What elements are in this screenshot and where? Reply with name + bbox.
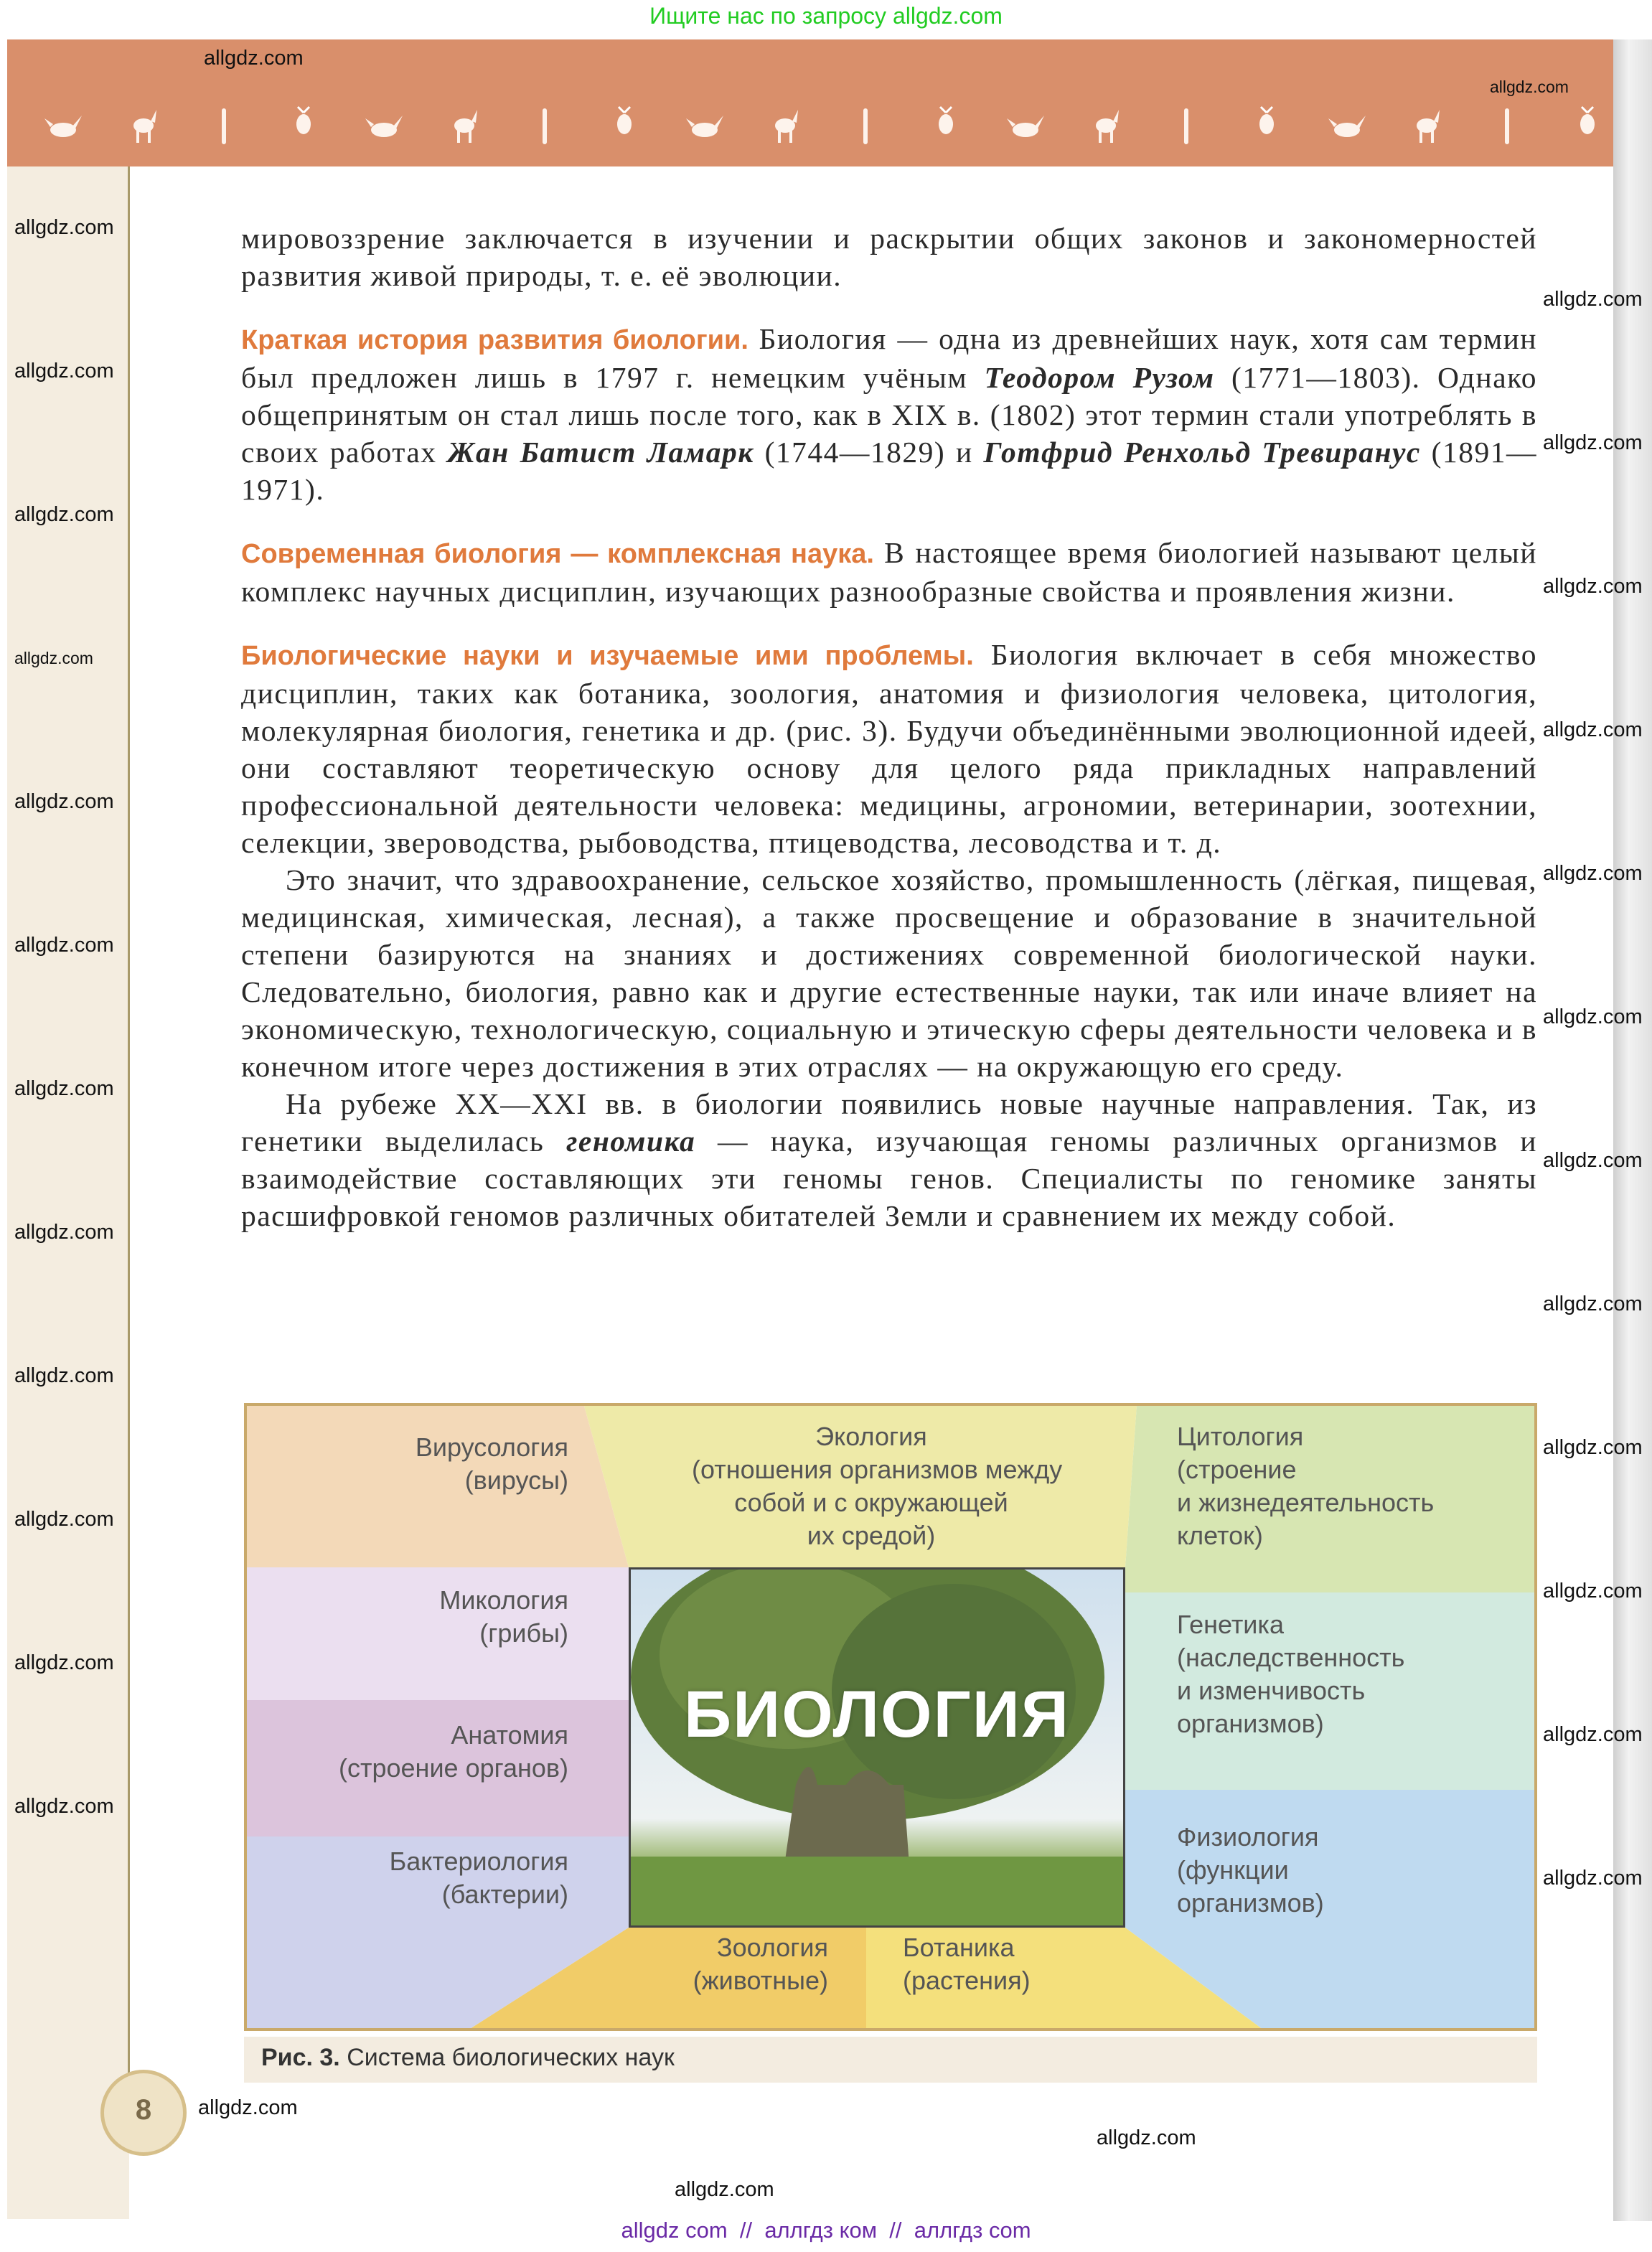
horse-icon	[845, 105, 886, 146]
top-search-banner: Ищите нас по запросу allgdz.com	[649, 3, 1003, 29]
text: (1771—1803). Однако общепринятым он стал лишь после того, как в XIX в. (1802) этот термин стали употреблять в своих работах	[241, 361, 1537, 469]
person-name: Готфрид Ренхольд Тревиранус	[983, 436, 1421, 469]
insect-icon	[1247, 105, 1287, 146]
label-anatomy: Анатомия (строение органов)	[339, 1720, 568, 1783]
watermark: allgdz.com	[14, 1795, 114, 1818]
watermark: allgdz.com	[14, 1077, 114, 1100]
watermark: allgdz.com	[675, 2178, 774, 2201]
page-edge	[1613, 39, 1652, 2221]
text: (1891—1971).	[241, 436, 1537, 506]
watermark: allgdz.com	[1543, 1149, 1643, 1172]
text: — наука, изучающая геномы различных организмов и взаимодействие составляющих эти геномы генов. Специалисты по геномике заняты расшифровкой геномов различных обитателей Земли и сравнением их между собой.	[241, 1125, 1537, 1232]
text: Биология включает в себя множество дисциплин, таких как ботаника, зоология, анатомия и физиология человека, цитология, молекулярная биология, генетика и др. (рис. 3). Будучи объединёнными эволюционной идеей, они составляют теоретическую основу для целого ряда прикладных направлений профессиональной деятельности человека: медицины, агрономии, ветеринарии, зоотехнии, селекции, звероводства, рыбоводства, птицеводства, лесоводства и т. д.	[241, 638, 1537, 859]
label-ecology: Экология (отношения организмов между собой и с окружающей их средой)	[692, 1422, 1063, 1550]
label-cytology: Цитология (строение и жизнедеятельность клеток)	[1177, 1422, 1435, 1550]
section-heading-modern: Современная биология — комплексная наука.	[241, 539, 874, 569]
watermark: allgdz.com	[14, 503, 114, 526]
ostrich-icon	[444, 105, 484, 146]
footer-links: allgdz com // аллгдз ком // аллгдз com	[621, 2218, 1031, 2243]
meerkat-icon	[204, 105, 244, 146]
person-name: Теодором Рузом	[984, 361, 1215, 394]
watermark: allgdz.com	[14, 934, 114, 957]
label-genetics: Генетика (наследственность и изменчивость организмов)	[1177, 1610, 1405, 1738]
label-bacteriology: Бактериология (бактерии)	[389, 1847, 568, 1909]
watermark: allgdz.com	[1543, 431, 1643, 454]
paragraph-intro: мировоззрение заключается в изучении и раскрытии общих законов и закономерностей развития живой природы, т. е. её эволюции.	[241, 222, 1537, 292]
text: Биология — одна из древнейших наук, хотя сам термин был предложен лишь в 1797 г. немецким учёным	[241, 322, 1537, 394]
scorpion-icon	[765, 105, 805, 146]
watermark: allgdz.com	[1543, 1292, 1643, 1315]
label-zoology: Зоология (животные)	[693, 1933, 828, 1995]
watermark: allgdz.com	[14, 216, 114, 239]
paragraph-genomics	[241, 1085, 1537, 1234]
paragraph-history	[241, 320, 1537, 508]
meerkat-icon	[1166, 105, 1206, 146]
watermark: allgdz.com	[1543, 1580, 1643, 1603]
body-text	[241, 220, 1537, 1234]
watermark: allgdz.com	[1490, 78, 1569, 96]
watermark: allgdz.com	[1543, 1005, 1643, 1028]
bird-icon	[43, 105, 83, 146]
watermark: allgdz.com	[1543, 1867, 1643, 1890]
baobab-tree-photo	[629, 1567, 1125, 1928]
watermark: allgdz.com	[14, 649, 93, 667]
person-name: Жан Батист Ламарк	[447, 436, 754, 469]
label-virology: Вирусология (вирусы)	[415, 1432, 568, 1495]
watermark: allgdz.com	[14, 1508, 114, 1531]
term-genomics: геномика	[566, 1125, 696, 1158]
watermark: allgdz.com	[14, 1651, 114, 1674]
watermark: allgdz.com	[1543, 288, 1643, 311]
bird-icon	[1005, 105, 1046, 146]
deer-icon	[1086, 105, 1126, 146]
text: На рубеже XX—XXI вв. в биологии появились новые научные направления. Так, из генетики выделилась	[241, 1087, 1537, 1158]
region-mycology	[247, 1567, 629, 1700]
insect-icon	[283, 105, 324, 146]
boar-icon	[1327, 105, 1367, 146]
paragraph-sciences	[241, 636, 1537, 861]
watermark: allgdz.com	[14, 360, 114, 383]
watermark: allgdz.com	[1543, 575, 1643, 598]
label-botany: Ботаника (растения)	[903, 1933, 1031, 1995]
watermark: allgdz.com	[1543, 718, 1643, 741]
figure-title: БИОЛОГИЯ	[683, 1678, 1071, 1751]
watermark: allgdz.com	[198, 2096, 298, 2119]
watermark: allgdz.com	[14, 1364, 114, 1387]
watermark: allgdz.com	[1543, 1436, 1643, 1459]
text: В настоящее время биологией называют целый комплекс научных дисциплин, изучающих разнообразные свойства и проявления жизни.	[241, 536, 1537, 608]
swallow-icon	[926, 105, 966, 146]
watermark: allgdz.com	[1543, 1723, 1643, 1746]
watermark: allgdz.com	[1543, 862, 1643, 885]
boar-icon	[364, 105, 404, 146]
deer-icon	[123, 105, 164, 146]
bison-icon	[685, 105, 725, 146]
label-mycology: Микология (грибы)	[439, 1585, 568, 1648]
watermark: allgdz.com	[14, 1221, 114, 1244]
animal-silhouettes-row	[43, 100, 1608, 151]
section-heading-sciences: Биологические науки и изучаемые ими проблемы.	[241, 641, 974, 671]
butterfly-icon	[1567, 105, 1608, 146]
hare-icon	[1487, 105, 1527, 146]
label-physiology: Физиология (функции организмов)	[1177, 1822, 1324, 1918]
watermark: allgdz.com	[204, 47, 304, 70]
watermark: allgdz.com	[14, 790, 114, 813]
paragraph-significance: Это значит, что здравоохранение, сельское хозяйство, промышленность (лёгкая, пищевая, медицинская, химическая, лесная), а также просвещение и образование в значительной степени базируются на знаниях и достижениях современной биологической науки. Следовательно, биология, равно как и другие естественные науки, так или иначе влияет на экономическую, технологическую, социальную и этическую сферы деятельности человека и в конечном итоге через достижения в этих отраслях — на окружающую его среду.	[241, 863, 1537, 1083]
left-margin-strip	[7, 166, 129, 2219]
figure-biology-system	[244, 1403, 1537, 2031]
paragraph-modern	[241, 534, 1537, 610]
text: (1744—1829) и	[754, 436, 984, 469]
watermark: allgdz.com	[1097, 2126, 1196, 2149]
page-number: 8	[135, 2094, 152, 2126]
margin-line	[128, 166, 130, 2104]
caption-label: Рис. 3.	[261, 2044, 340, 2071]
butterfly-icon	[604, 105, 644, 146]
section-heading-history: Краткая история развития биологии.	[241, 325, 748, 355]
figure-caption	[261, 2044, 675, 2072]
hare-icon	[525, 105, 565, 146]
ostrich-icon	[1407, 105, 1447, 146]
caption-text: Система биологических наук	[339, 2044, 675, 2071]
